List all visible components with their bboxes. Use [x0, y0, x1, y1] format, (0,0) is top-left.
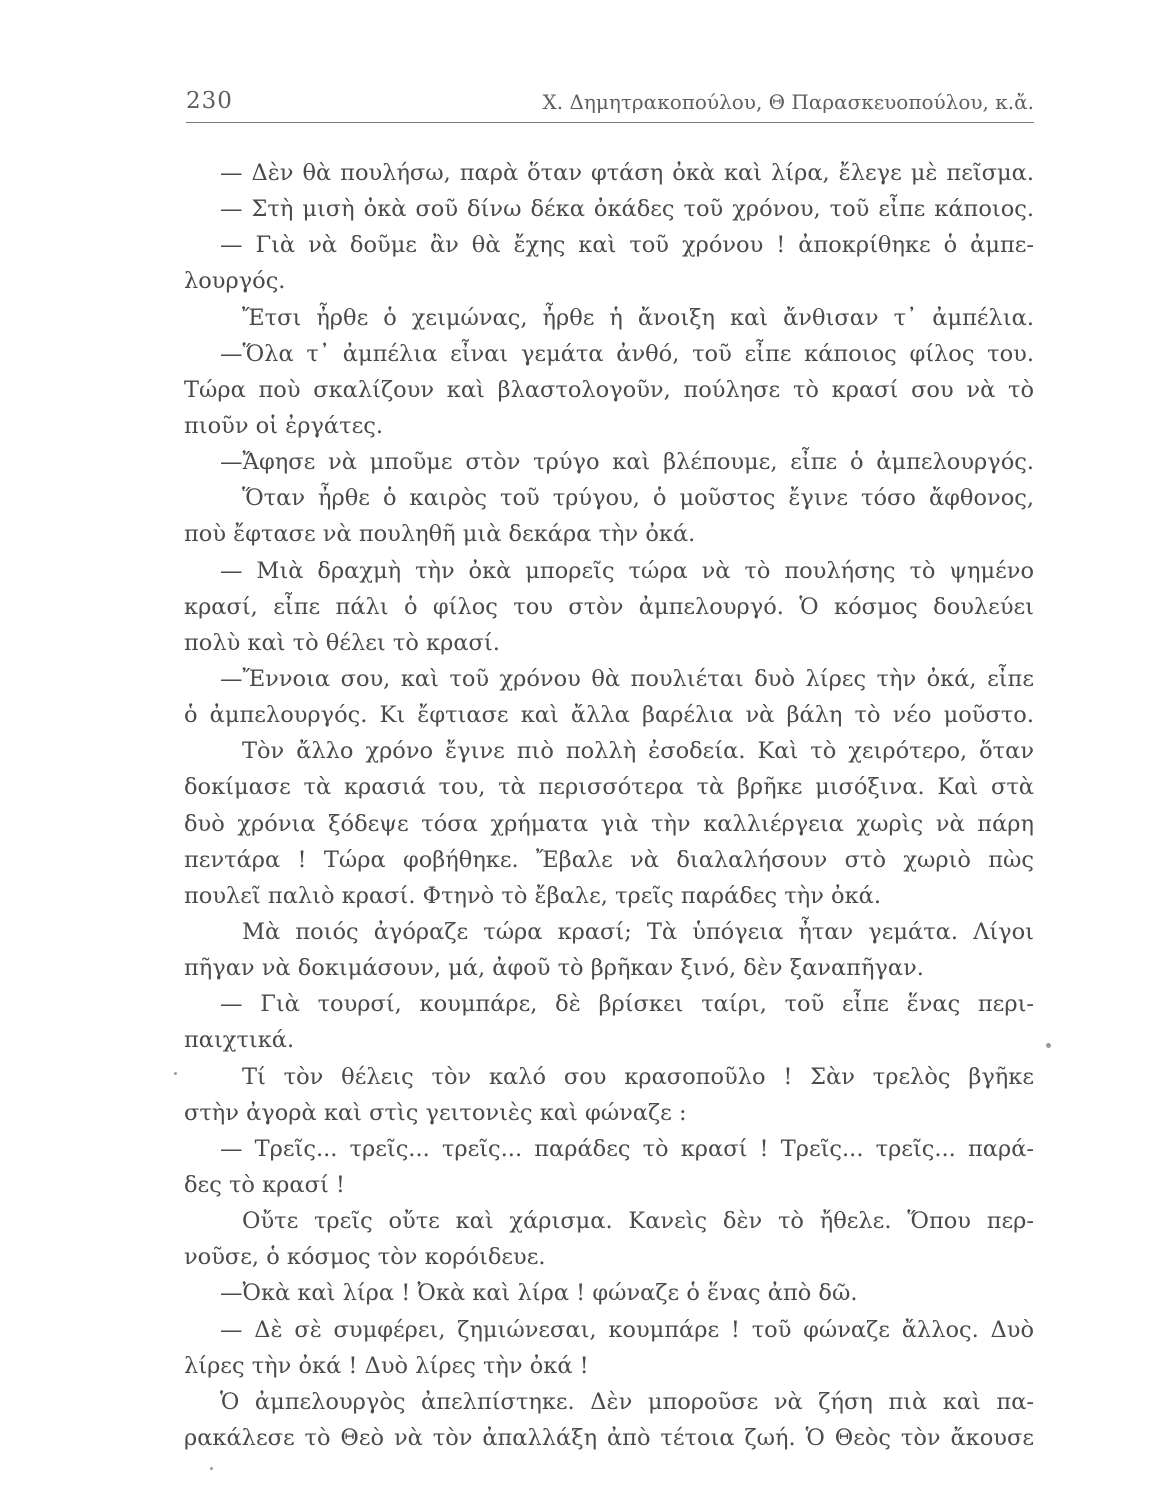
scan-speck: [210, 1467, 213, 1470]
text-line: στὴν ἀγορὰ καὶ στὶς γειτονιὲς καὶ φώναζε :: [184, 1099, 687, 1126]
text-line: Ἔτσι ἦρθε ὁ χειμώνας, ἦρθε ἡ ἄνοιξη καὶ ἄνθισαν τ᾽ ἀμπέλια.: [242, 304, 1034, 331]
text-line: — Γιὰ τουρσί, κουμπάρε, δὲ βρίσκει ταίρι, τοῦ εἶπε ἕνας περι-: [220, 991, 1034, 1018]
page-number: 230: [186, 88, 233, 114]
text-line: —Ἔννοια σου, καὶ τοῦ χρόνου θὰ πουλιέται δυὸ λίρες τὴν ὀκά, εἶπε: [220, 665, 1034, 692]
text-line: πῆγαν νὰ δοκιμάσουν, μά, ἀφοῦ τὸ βρῆκαν ξινό, δὲν ξαναπῆγαν.: [184, 955, 924, 982]
scan-speck: [174, 1072, 177, 1075]
text-line: λουργός.: [184, 268, 286, 295]
text-line: πιοῦν οἱ ἐργάτες.: [184, 412, 383, 439]
text-line: —Ἄφησε νὰ μποῦμε στὸν τρύγο καὶ βλέπουμε, εἶπε ὁ ἀμπελουργός.: [220, 449, 1034, 476]
text-line: δες τὸ κρασί !: [184, 1171, 345, 1198]
text-line: — Γιὰ νὰ δοῦμε ἂν θὰ ἔχης καὶ τοῦ χρόνου ! ἀποκρίθηκε ὁ ἀμπε-: [220, 232, 1034, 259]
text-line: —Ὀκὰ καὶ λίρα ! Ὀκὰ καὶ λίρα ! φώναζε ὁ ἕνας ἀπὸ δῶ.: [220, 1280, 858, 1307]
text-line: ὁ ἀμπελουργός. Κι ἔφτιασε καὶ ἄλλα βαρέλια νὰ βάλη τὸ νέο μοῦστο.: [184, 702, 1034, 729]
text-line: ποὺ ἔφτασε νὰ πουληθῆ μιὰ δεκάρα τὴν ὀκά.: [184, 521, 696, 548]
text-line: πεντάρα ! Τώρα φοβήθηκε. Ἔβαλε νὰ διαλαλήσουν στὸ χωριὸ πὼς: [184, 846, 1034, 873]
text-line: —Ὅλα τ᾽ ἀμπέλια εἶναι γεμάτα ἀνθό, τοῦ εἶπε κάποιος φίλος του.: [220, 340, 1034, 367]
text-line: Ὅταν ἦρθε ὁ καιρὸς τοῦ τρύγου, ὁ μοῦστος ἔγινε τόσο ἄφθονος,: [242, 485, 1034, 512]
text-line: ρακάλεσε τὸ Θεὸ νὰ τὸν ἀπαλλάξη ἀπὸ τέτοια ζωή. Ὁ Θεὸς τὸν ἄκουσε: [184, 1424, 1034, 1451]
running-head: Χ. Δημητρακοπούλου, Θ Παρασκευοπούλου, κ.ἄ.: [542, 90, 1034, 114]
text-line: — Στὴ μισὴ ὀκὰ σοῦ δίνω δέκα ὀκάδες τοῦ χρόνου, τοῦ εἶπε κάποιος.: [220, 196, 1034, 223]
text-line: Οὔτε τρεῖς οὔτε καὶ χάρισμα. Κανεὶς δὲν τὸ ἤθελε. Ὅπου περ-: [242, 1208, 1034, 1235]
text-line: Τὸν ἄλλο χρόνο ἔγινε πιὸ πολλὴ ἐσοδεία. Καὶ τὸ χειρότερο, ὅταν: [242, 738, 1034, 765]
header-rule: [186, 122, 1034, 123]
text-line: Τώρα ποὺ σκαλίζουν καὶ βλαστολογοῦν, πούλησε τὸ κρασί σου νὰ τὸ: [184, 376, 1034, 403]
text-line: Τί τὸν θέλεις τὸν καλό σου κρασοποῦλο ! Σὰν τρελὸς βγῆκε: [242, 1063, 1034, 1090]
text-line: — Δὲν θὰ πουλήσω, παρὰ ὅταν φτάση ὀκὰ καὶ λίρα, ἔλεγε μὲ πεῖσμα.: [220, 160, 1034, 186]
scan-speck: [1046, 1043, 1051, 1048]
text-line: δυὸ χρόνια ξόδεψε τόσα χρήματα γιὰ τὴν καλλιέργεια χωρὶς νὰ πάρη: [184, 810, 1034, 837]
text-line: — Τρεῖς... τρεῖς... τρεῖς... παράδες τὸ κρασί ! Τρεῖς... τρεῖς... παρά-: [220, 1135, 1034, 1162]
text-line: κρασί, εἶπε πάλι ὁ φίλος του στὸν ἀμπελουργό. Ὁ κόσμος δουλεύει: [184, 593, 1034, 620]
text-line: νοῦσε, ὁ κόσμος τὸν κορόιδευε.: [184, 1244, 546, 1271]
text-line: — Μιὰ δραχμὴ τὴν ὀκὰ μπορεῖς τώρα νὰ τὸ πουλήσης τὸ ψημένο: [220, 557, 1034, 584]
text-line: Ὁ ἀμπελουργὸς ἀπελπίστηκε. Δὲν μποροῦσε νὰ ζήση πιὰ καὶ πα-: [220, 1388, 1034, 1415]
text-line: Μὰ ποιός ἀγόραζε τώρα κρασί; Τὰ ὑπόγεια ἦταν γεμάτα. Λίγοι: [242, 918, 1034, 945]
text-line: λίρες τὴν ὀκά ! Δυὸ λίρες τὴν ὀκά !: [184, 1352, 589, 1379]
text-line: δοκίμασε τὰ κρασιά του, τὰ περισσότερα τὰ βρῆκε μισόξινα. Καὶ στὰ: [184, 774, 1034, 801]
text-line: παιχτικά.: [184, 1027, 295, 1054]
text-line: — Δὲ σὲ συμφέρει, ζημιώνεσαι, κουμπάρε ! τοῦ φώναζε ἄλλος. Δυὸ: [220, 1316, 1034, 1343]
text-line: πολὺ καὶ τὸ θέλει τὸ κρασί.: [184, 629, 500, 656]
body-text: [184, 155, 1034, 1456]
text-line: πουλεῖ παλιὸ κρασί. Φτηνὸ τὸ ἔβαλε, τρεῖς παράδες τὴν ὀκά.: [184, 882, 882, 909]
page-header: [186, 86, 1034, 120]
